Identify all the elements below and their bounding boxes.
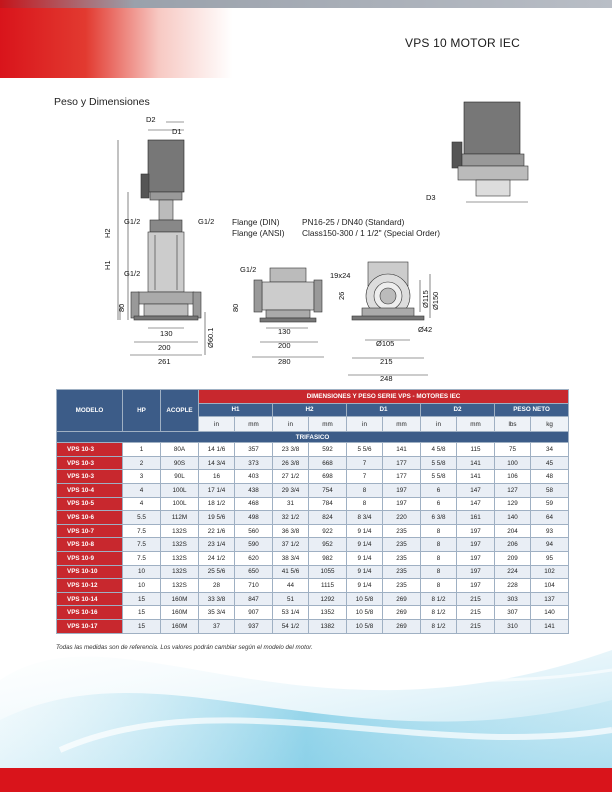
- table-cell: 10 5/8: [347, 606, 383, 620]
- table-cell: 94: [531, 538, 569, 552]
- label-150: Ø150: [431, 291, 440, 310]
- table-cell: 269: [383, 606, 421, 620]
- table-cell: 141: [383, 443, 421, 457]
- label-80-main: 80: [117, 303, 126, 312]
- table-cell: 8 1/2: [421, 592, 457, 606]
- header-d2: D2: [421, 403, 495, 417]
- table-cell: 34: [531, 443, 569, 457]
- table-cell: 1382: [309, 619, 347, 633]
- header-model: MODELO: [57, 390, 123, 432]
- table-cell: 754: [309, 483, 347, 497]
- table-cell: 58: [531, 483, 569, 497]
- table-cell: 19 5/6: [199, 511, 235, 525]
- table-cell: 197: [383, 497, 421, 511]
- table-cell: 147: [457, 483, 495, 497]
- table-cell: 5.5: [123, 511, 161, 525]
- table-row: [57, 538, 569, 552]
- table-cell: 9 1/4: [347, 524, 383, 538]
- table-cell: 104: [531, 579, 569, 593]
- table-cell: 7.5: [123, 524, 161, 538]
- table-cell: 228: [495, 579, 531, 593]
- model-cell: VPS 10-3: [57, 443, 123, 457]
- table-body: [57, 432, 569, 633]
- table-cell: 14 3/4: [199, 456, 235, 470]
- label-130-main: 130: [160, 329, 173, 338]
- label-d2: D2: [146, 115, 156, 124]
- table-row: [57, 456, 569, 470]
- table-cell: 141: [531, 619, 569, 633]
- header-hp: HP: [123, 390, 161, 432]
- table-cell: 75: [495, 443, 531, 457]
- table-cell: 373: [235, 456, 273, 470]
- table-cell: 137: [531, 592, 569, 606]
- label-g12-mid: G1/2: [240, 265, 257, 274]
- model-cell: VPS 10-6: [57, 511, 123, 525]
- table-cell: 6 3/8: [421, 511, 457, 525]
- table-cell: 141: [457, 470, 495, 484]
- model-cell: VPS 10-3: [57, 456, 123, 470]
- table-cell: 922: [309, 524, 347, 538]
- table-cell: 161: [457, 511, 495, 525]
- table-cell: 8 3/4: [347, 511, 383, 525]
- table-cell: 206: [495, 538, 531, 552]
- table-cell: 24 1/2: [199, 551, 235, 565]
- table-cell: 27 1/2: [273, 470, 309, 484]
- table-cell: 100L: [161, 483, 199, 497]
- table-cell: 41 5/6: [273, 565, 309, 579]
- table-cell: 220: [383, 511, 421, 525]
- table-cell: 215: [457, 592, 495, 606]
- table-row: [57, 551, 569, 565]
- table-cell: 90S: [161, 456, 199, 470]
- header-acople: ACOPLE: [161, 390, 199, 432]
- table-cell: 303: [495, 592, 531, 606]
- unit-in: in: [347, 417, 383, 432]
- header-group: DIMENSIONES Y PESO SERIE VPS - MOTORES IEC: [199, 390, 569, 404]
- table-cell: 15: [123, 606, 161, 620]
- model-cell: VPS 10-5: [57, 497, 123, 511]
- table-cell: 3: [123, 470, 161, 484]
- table-cell: 106: [495, 470, 531, 484]
- table-cell: 22 1/6: [199, 524, 235, 538]
- table-cell: 160M: [161, 619, 199, 633]
- table-cell: 16: [199, 470, 235, 484]
- pump-drawings: [0, 100, 612, 390]
- page-title: VPS 10 MOTOR IEC: [404, 36, 520, 50]
- model-cell: VPS 10-10: [57, 565, 123, 579]
- table-cell: 590: [235, 538, 273, 552]
- table-cell: 160M: [161, 606, 199, 620]
- table-cell: 209: [495, 551, 531, 565]
- table-cell: 269: [383, 592, 421, 606]
- table-cell: 127: [495, 483, 531, 497]
- table-cell: 7: [347, 456, 383, 470]
- table-row: [57, 606, 569, 620]
- table-cell: 357: [235, 443, 273, 457]
- table-cell: 235: [383, 524, 421, 538]
- table-cell: 8: [421, 538, 457, 552]
- label-h2: H2: [103, 228, 112, 238]
- table-cell: 23 1/4: [199, 538, 235, 552]
- table-cell: 80A: [161, 443, 199, 457]
- label-d1: D1: [172, 127, 182, 136]
- table-cell: 26 3/8: [273, 456, 309, 470]
- table-cell: 15: [123, 592, 161, 606]
- table-cell: 5 5/8: [421, 470, 457, 484]
- flange-ansi-label: Flange (ANSI): [232, 228, 285, 238]
- table-cell: 10 5/8: [347, 592, 383, 606]
- table-cell: 14 1/6: [199, 443, 235, 457]
- table-cell: 37: [199, 619, 235, 633]
- unit-kg: kg: [531, 417, 569, 432]
- table-cell: 141: [457, 456, 495, 470]
- table-cell: 18 1/2: [199, 497, 235, 511]
- unit-mm: mm: [457, 417, 495, 432]
- table-cell: 51: [273, 592, 309, 606]
- table-cell: 197: [457, 538, 495, 552]
- table-cell: 10 5/8: [347, 619, 383, 633]
- table-cell: 4 5/8: [421, 443, 457, 457]
- table-cell: 215: [457, 606, 495, 620]
- table-cell: 44: [273, 579, 309, 593]
- table-cell: 9 1/4: [347, 538, 383, 552]
- table-cell: 620: [235, 551, 273, 565]
- table-cell: 698: [309, 470, 347, 484]
- table-cell: 53 1/4: [273, 606, 309, 620]
- table-cell: 31: [273, 497, 309, 511]
- dimensions-table: [56, 389, 569, 634]
- label-g12-bottom: G1/2: [124, 269, 141, 278]
- table-cell: 140: [495, 511, 531, 525]
- table-cell: 132S: [161, 538, 199, 552]
- table-cell: 48: [531, 470, 569, 484]
- table-row: [57, 511, 569, 525]
- unit-in: in: [199, 417, 235, 432]
- table-cell: 8 1/2: [421, 606, 457, 620]
- flange-ansi-value: Class150-300 / 1 1/2" (Special Order): [302, 228, 441, 238]
- table-cell: 10: [123, 565, 161, 579]
- table-cell: 8: [421, 579, 457, 593]
- label-g12-right: G1/2: [198, 217, 215, 226]
- table-cell: 310: [495, 619, 531, 633]
- unit-in: in: [421, 417, 457, 432]
- table-cell: 824: [309, 511, 347, 525]
- table-cell: 1115: [309, 579, 347, 593]
- model-cell: VPS 10-4: [57, 483, 123, 497]
- label-h1: H1: [103, 260, 112, 270]
- table-cell: 45: [531, 456, 569, 470]
- table-row: [57, 592, 569, 606]
- footnote: Todas las medidas son de referencia. Los valores podrán cambiar según el modelo del motor.: [56, 644, 313, 651]
- flange-din-row: [232, 217, 440, 228]
- table-cell: 100L: [161, 497, 199, 511]
- table-cell: 668: [309, 456, 347, 470]
- table-cell: 438: [235, 483, 273, 497]
- table-cell: 140: [531, 606, 569, 620]
- table-cell: 1292: [309, 592, 347, 606]
- table-cell: 784: [309, 497, 347, 511]
- table-row: [57, 565, 569, 579]
- model-cell: VPS 10-16: [57, 606, 123, 620]
- table-cell: 28: [199, 579, 235, 593]
- label-g12-left: G1/2: [124, 217, 141, 226]
- table-cell: 8: [347, 483, 383, 497]
- table-cell: 33 3/8: [199, 592, 235, 606]
- table-cell: 710: [235, 579, 273, 593]
- model-cell: VPS 10-12: [57, 579, 123, 593]
- table-cell: 235: [383, 579, 421, 593]
- table-row: [57, 470, 569, 484]
- table-cell: 25 5/6: [199, 565, 235, 579]
- table-cell: 8: [421, 565, 457, 579]
- model-cell: VPS 10-9: [57, 551, 123, 565]
- unit-mm: mm: [383, 417, 421, 432]
- table-cell: 2: [123, 456, 161, 470]
- table-cell: 32 1/2: [273, 511, 309, 525]
- unit-in: in: [273, 417, 309, 432]
- unit-mm: mm: [309, 417, 347, 432]
- label-19x24: 19x24: [330, 271, 351, 280]
- table-cell: 4: [123, 497, 161, 511]
- label-130-mid: 130: [278, 327, 291, 336]
- label-280: 280: [278, 357, 291, 366]
- table-cell: 132S: [161, 565, 199, 579]
- table-cell: 215: [457, 619, 495, 633]
- table-cell: 90L: [161, 470, 199, 484]
- table-cell: 17 1/4: [199, 483, 235, 497]
- table-cell: 35 3/4: [199, 606, 235, 620]
- table-cell: 4: [123, 483, 161, 497]
- flange-din-value: PN16-25 / DN40 (Standard): [302, 217, 405, 227]
- table-cell: 132S: [161, 524, 199, 538]
- table-cell: 560: [235, 524, 273, 538]
- table-cell: 160M: [161, 592, 199, 606]
- table-cell: 37 1/2: [273, 538, 309, 552]
- table-cell: 15: [123, 619, 161, 633]
- table-cell: 93: [531, 524, 569, 538]
- table-cell: 9 1/4: [347, 565, 383, 579]
- table-cell: 197: [457, 524, 495, 538]
- table-cell: 937: [235, 619, 273, 633]
- table-cell: 307: [495, 606, 531, 620]
- label-248: 248: [380, 374, 393, 383]
- table-cell: 235: [383, 565, 421, 579]
- table-cell: 10: [123, 579, 161, 593]
- trifasico-label: TRIFASICO: [57, 432, 569, 443]
- table-cell: 59: [531, 497, 569, 511]
- unit-mm: mm: [235, 417, 273, 432]
- table-cell: 5 5/8: [421, 456, 457, 470]
- header-h1: H1: [199, 403, 273, 417]
- table-cell: 23 3/8: [273, 443, 309, 457]
- table-cell: 54 1/2: [273, 619, 309, 633]
- table-cell: 132S: [161, 551, 199, 565]
- table-cell: 235: [383, 538, 421, 552]
- table-row: [57, 524, 569, 538]
- table-row: [57, 483, 569, 497]
- header-d1: D1: [347, 403, 421, 417]
- table-cell: 224: [495, 565, 531, 579]
- flange-din-label: Flange (DIN): [232, 217, 280, 227]
- table-cell: 197: [457, 551, 495, 565]
- table-cell: 197: [383, 483, 421, 497]
- flange-info: [232, 217, 440, 239]
- table-cell: 403: [235, 470, 273, 484]
- table-cell: 1055: [309, 565, 347, 579]
- table-cell: 177: [383, 470, 421, 484]
- label-200-main: 200: [158, 343, 171, 352]
- model-cell: VPS 10-8: [57, 538, 123, 552]
- table-cell: 952: [309, 538, 347, 552]
- table-cell: 129: [495, 497, 531, 511]
- table-cell: 197: [457, 565, 495, 579]
- unit-lbs: lbs: [495, 417, 531, 432]
- table-cell: 468: [235, 497, 273, 511]
- table-cell: 115: [457, 443, 495, 457]
- table-cell: 8 1/2: [421, 619, 457, 633]
- table-cell: 8: [421, 551, 457, 565]
- table-cell: 5 5/6: [347, 443, 383, 457]
- table-cell: 147: [457, 497, 495, 511]
- section-title: Peso y Dimensiones: [54, 96, 150, 108]
- header-h2: H2: [273, 403, 347, 417]
- table-cell: 498: [235, 511, 273, 525]
- table-cell: 38 3/4: [273, 551, 309, 565]
- table-cell: 204: [495, 524, 531, 538]
- footer-bar: [0, 768, 612, 792]
- header-bar: [0, 0, 612, 78]
- table-cell: 177: [383, 456, 421, 470]
- label-200-mid: 200: [278, 341, 291, 350]
- table-cell: 64: [531, 511, 569, 525]
- table-cell: 907: [235, 606, 273, 620]
- label-105: Ø105: [376, 339, 395, 348]
- label-115: Ø115: [421, 290, 430, 308]
- header-peso: PESO NETO: [495, 403, 569, 417]
- table-cell: 95: [531, 551, 569, 565]
- table-cell: 7.5: [123, 551, 161, 565]
- table-cell: 592: [309, 443, 347, 457]
- label-26: 26: [337, 291, 346, 300]
- table-cell: 8: [421, 524, 457, 538]
- table-cell: 847: [235, 592, 273, 606]
- table-cell: 197: [457, 579, 495, 593]
- label-80-mid: 80: [231, 303, 240, 312]
- table-cell: 7: [347, 470, 383, 484]
- table-cell: 982: [309, 551, 347, 565]
- table-row: [57, 579, 569, 593]
- dimensions-table-wrap: [56, 389, 560, 634]
- table-cell: 6: [421, 497, 457, 511]
- table-cell: 9 1/4: [347, 551, 383, 565]
- table-row: [57, 497, 569, 511]
- label-d3: D3: [426, 193, 436, 202]
- table-cell: 9 1/4: [347, 579, 383, 593]
- model-cell: VPS 10-3: [57, 470, 123, 484]
- table-cell: 235: [383, 551, 421, 565]
- table-cell: 29 3/4: [273, 483, 309, 497]
- table-cell: 102: [531, 565, 569, 579]
- label-215: 215: [380, 357, 393, 366]
- label-42: Ø42: [418, 325, 433, 334]
- table-cell: 1: [123, 443, 161, 457]
- table-cell: 1352: [309, 606, 347, 620]
- table-cell: 6: [421, 483, 457, 497]
- table-cell: 7.5: [123, 538, 161, 552]
- table-row: [57, 619, 569, 633]
- table-cell: 132S: [161, 579, 199, 593]
- flange-ansi-row: [232, 228, 440, 239]
- table-row: [57, 443, 569, 457]
- table-cell: 8: [347, 497, 383, 511]
- table-cell: 100: [495, 456, 531, 470]
- model-cell: VPS 10-14: [57, 592, 123, 606]
- table-cell: 650: [235, 565, 273, 579]
- model-cell: VPS 10-17: [57, 619, 123, 633]
- table-cell: 269: [383, 619, 421, 633]
- table-cell: 112M: [161, 511, 199, 525]
- label-601: Ø60.1: [206, 327, 215, 348]
- model-cell: VPS 10-7: [57, 524, 123, 538]
- table-cell: 36 3/8: [273, 524, 309, 538]
- label-261: 261: [158, 357, 171, 366]
